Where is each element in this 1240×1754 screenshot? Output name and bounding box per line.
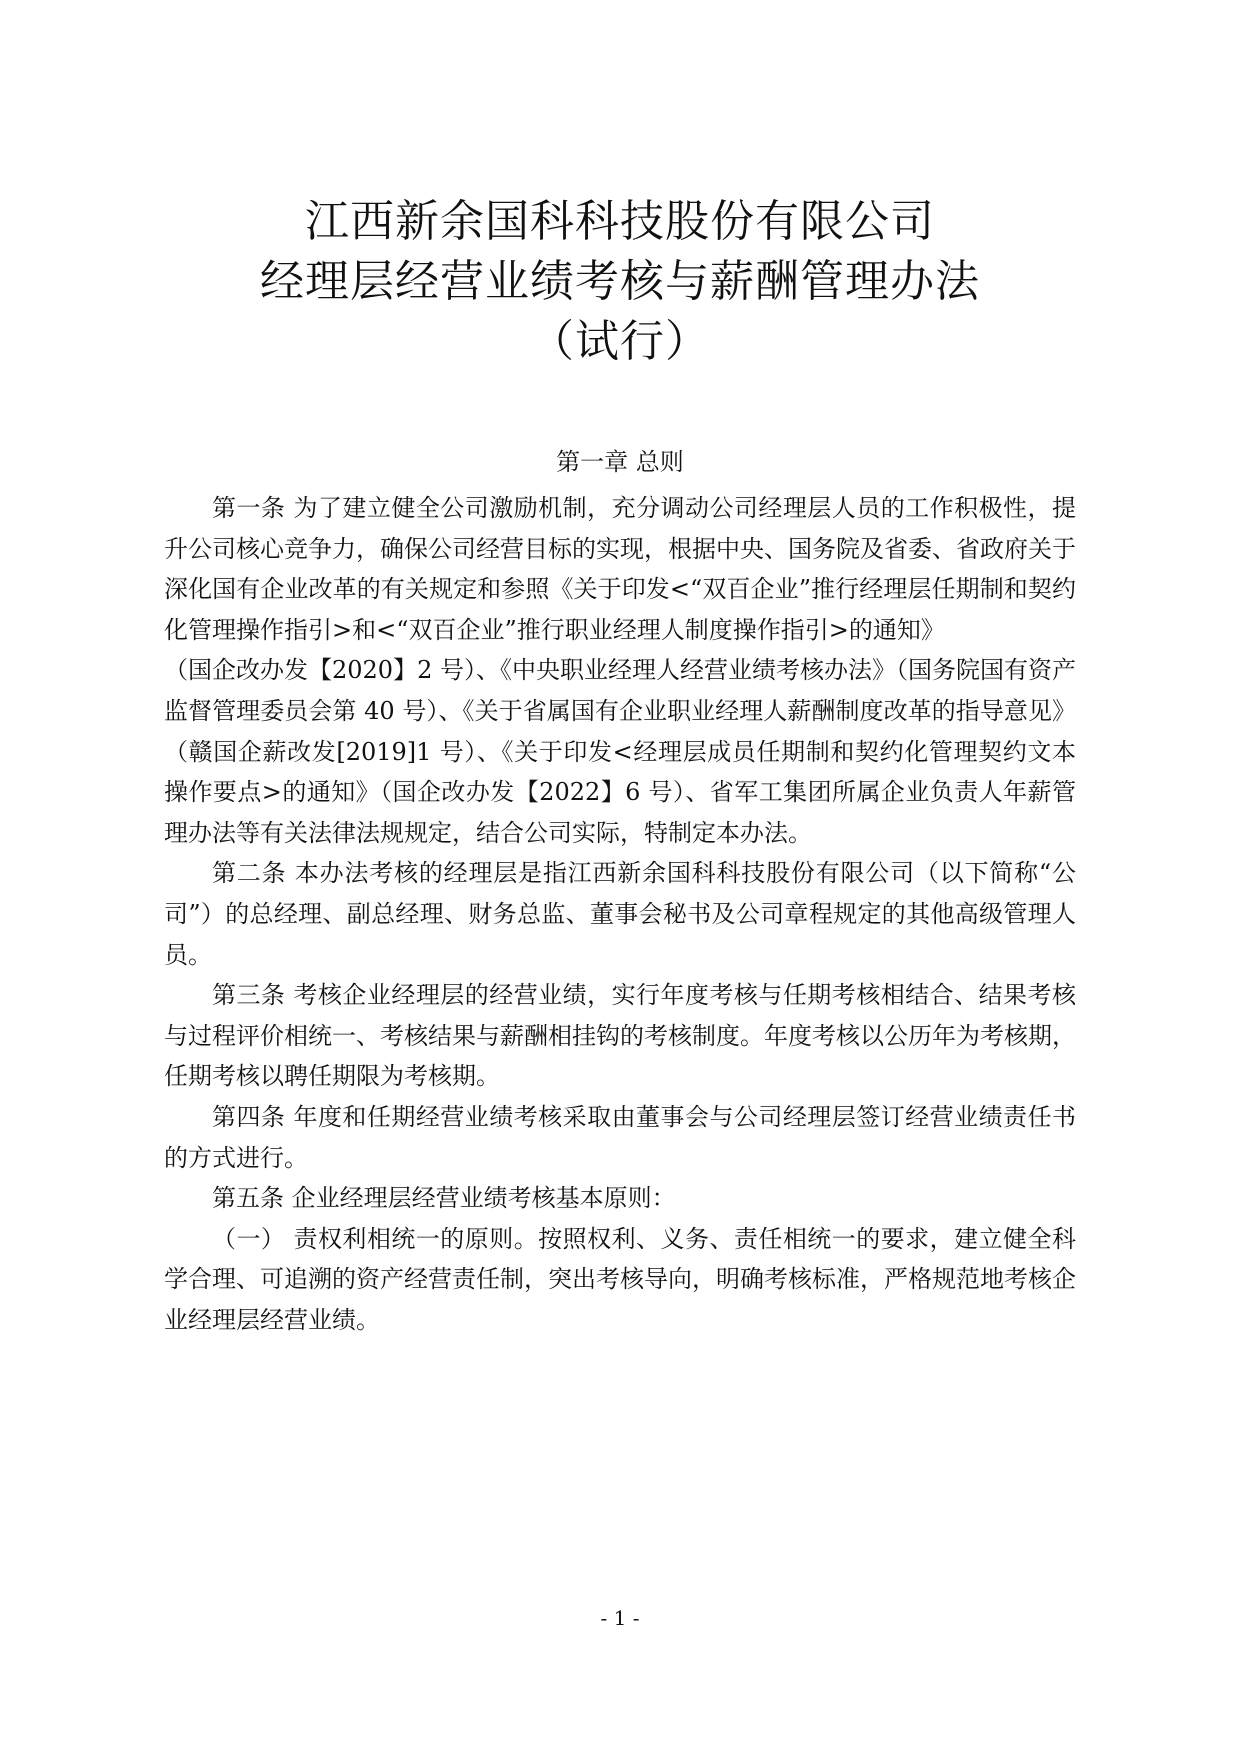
chapter-heading: 第一章 总则 [556, 448, 684, 476]
title-trial: （试行） [530, 316, 710, 367]
article-2-paragraph: 第二条 本办法考核的经理层是指江西新余国科科技股份有限公司（以下简称“公司”）的总经理、副总经理、财务总监、董事会秘书及公司章程规定的其他高级管理人员。 [164, 859, 1076, 969]
document-body [164, 488, 1076, 1340]
article-5-item-1-paragraph: （一） 责权利相统一的原则。按照权利、义务、责任相统一的要求，建立健全科学合理、可追溯的资产经营责任制，突出考核导向，明确考核标准，严格规范地考核企业经理层经营业绩。 [164, 1224, 1076, 1334]
article-1-continuation-paragraph: （国企改办发【2020】2 号）、《中央职业经理人经营业绩考核办法》（国务院国有资产监督管理委员会第 40 号）、《关于省属国有企业职业经理人薪酬制度改革的指导意见》（赣国企薪改发[2019]1 号）、《关于印发<经理层成员任期制和契约化管理契约文本操作要点>的通知》（国企改办发【2022】6 号）、省军工集团所属企业负责人年薪管理办法等有关法律法规规定，结合公司实际，特制定本办法。 [164, 656, 1076, 847]
article-5-paragraph: 第五条 企业经理层经营业绩考核基本原则： [212, 1184, 676, 1213]
title-company: 江西新余国科科技股份有限公司 [305, 196, 935, 247]
article-3-paragraph: 第三条 考核企业经理层的经营业绩，实行年度考核与任期考核相结合、结果考核与过程评价相统一、考核结果与薪酬相挂钩的考核制度。年度考核以公历年为考核期，任期考核以聘任期限为考核期。 [164, 981, 1076, 1091]
title-document: 经理层经营业绩考核与薪酬管理办法 [260, 256, 980, 307]
page-number: - 1 - [600, 1606, 640, 1630]
article-4-paragraph: 第四条 年度和任期经营业绩考核采取由董事会与公司经理层签订经营业绩责任书的方式进行。 [164, 1102, 1076, 1172]
article-1-paragraph: 第一条 为了建立健全公司激励机制，充分调动公司经理层人员的工作积极性，提升公司核心竞争力，确保公司经营目标的实现，根据中央、国务院及省委、省政府关于深化国有企业改革的有关规定和参照《关于印发<“双百企业”推行经理层任期制和契约化管理操作指引>和<“双百企业”推行职业经理人制度操作指引>的通知》 [164, 494, 1076, 644]
